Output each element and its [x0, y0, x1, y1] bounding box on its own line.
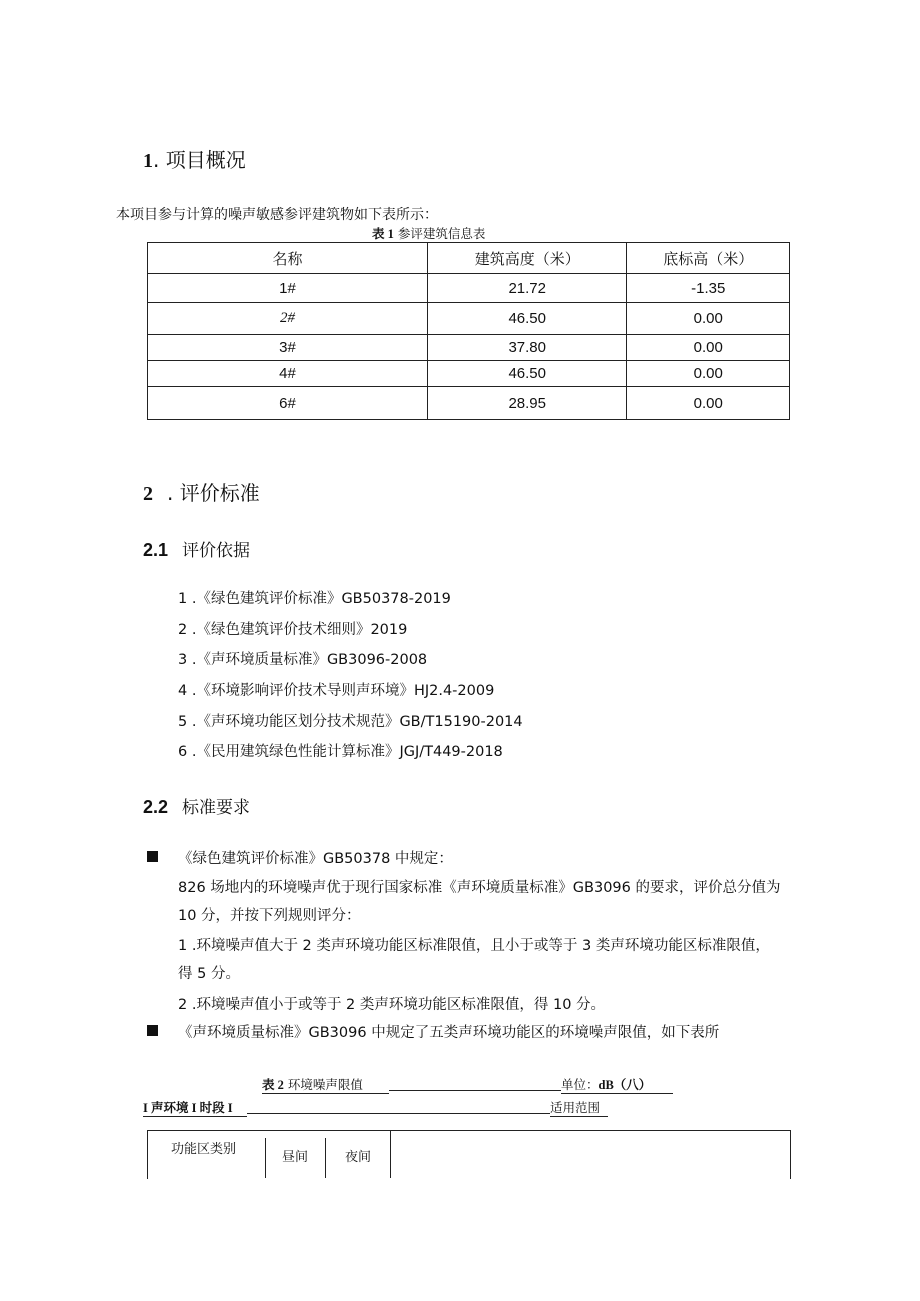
cell-base: 0.00 — [627, 387, 790, 420]
cell-height: 46.50 — [428, 361, 627, 387]
table-row — [148, 387, 790, 420]
cell-name: 3# — [148, 335, 428, 361]
table-1-caption — [372, 224, 485, 242]
header-base-elevation: 底标高（米） — [627, 243, 790, 274]
table-header-row — [148, 243, 790, 274]
cell-base: 0.00 — [627, 335, 790, 361]
section-1-intro: 本项目参与计算的噪声敏感参评建筑物如下表所示： — [116, 207, 438, 223]
caption-underline — [389, 1090, 561, 1091]
reference-item-1: 1 .《绿色建筑评价标准》GB50378-2019 — [178, 591, 451, 607]
cell-name: 6# — [148, 387, 428, 420]
subsection-2-1-title: 评价依据 — [182, 541, 251, 561]
subsection-2-2-title: 标准要求 — [182, 798, 251, 818]
bullet-1-line-2: 10 分，并按下列规则评分： — [178, 908, 361, 924]
table-2-unit — [561, 1075, 673, 1094]
reference-item-4: 4 .《环境影响评价技术导则声环境》HJ2.4-2009 — [178, 683, 495, 699]
table-row — [148, 274, 790, 303]
table-1-caption-text: 参评建筑信息表 — [393, 226, 486, 241]
rule-1-line-2: 得 5 分。 — [178, 966, 240, 982]
cell-height: 28.95 — [428, 387, 627, 420]
cell-base: 0.00 — [627, 361, 790, 387]
table-row — [148, 361, 790, 387]
cell-name: 1# — [148, 274, 428, 303]
header-name: 名称 — [148, 243, 428, 274]
header-underline — [247, 1113, 550, 1114]
bullet-square-icon — [147, 851, 158, 862]
reference-item-6: 6 .《民用建筑绿色性能计算标准》JGJ/T449-2018 — [178, 744, 503, 760]
bullet-square-icon — [147, 1025, 158, 1036]
reference-item-2: 2 .《绿色建筑评价技术细则》2019 — [178, 622, 408, 638]
bullet-2-text: 《声环境质量标准》GB3096 中规定了五类声环境功能区的环境噪声限值，如下表所 — [178, 1025, 720, 1041]
cell-height: 46.50 — [428, 303, 627, 335]
section-2-number: 2 — [143, 483, 153, 505]
header-height: 建筑高度（米） — [428, 243, 627, 274]
table-2-divider — [265, 1138, 266, 1178]
header-left-text: I 声环境 I 时段 I — [143, 1101, 233, 1115]
cell-height: 21.72 — [428, 274, 627, 303]
rule-1-line-1: 1 .环境噪声值大于 2 类声环境功能区标准限值，且小于或等于 3 类声环境功能区标准限值， — [178, 938, 770, 954]
table-2-caption-prefix: 表 2 — [262, 1078, 284, 1092]
section-1-number: 1 — [143, 150, 153, 172]
table-2-header-left — [143, 1098, 247, 1117]
table-2-divider — [390, 1130, 391, 1178]
section-1-title: . 项目概况 — [153, 148, 246, 172]
table-1-caption-prefix: 表 1 — [372, 227, 394, 241]
subsection-2-1-number: 2.1 — [143, 540, 169, 560]
cell-base: -1.35 — [627, 274, 790, 303]
subsection-2-2-number: 2.2 — [143, 797, 169, 817]
table-row — [148, 303, 790, 335]
table-2-caption-text: 环境噪声限值 — [283, 1077, 363, 1092]
building-info-table — [147, 242, 790, 420]
bullet-1-title: 《绿色建筑评价标准》GB50378 中规定： — [178, 851, 453, 867]
section-2-title: . 评价标准 — [167, 481, 260, 505]
rule-2: 2 .环境噪声值小于或等于 2 类声环境功能区标准限值，得 10 分。 — [178, 997, 606, 1013]
subsection-2-2-heading — [143, 793, 250, 818]
table-2-divider — [325, 1138, 326, 1178]
cell-name: 4# — [148, 361, 428, 387]
section-1-heading — [143, 144, 246, 173]
unit-value: dB（八） — [598, 1078, 652, 1092]
col-function-area: 功能区类别 — [171, 1142, 237, 1157]
subsection-2-1-heading — [143, 536, 250, 561]
reference-item-5: 5 .《声环境功能区划分技术规范》GB/T15190-2014 — [178, 714, 523, 730]
table-row — [148, 335, 790, 361]
reference-item-3: 3 .《声环境质量标准》GB3096-2008 — [178, 652, 428, 668]
bullet-1-line-1: 826 场地内的环境噪声优于现行国家标准《声环境质量标准》GB3096 的要求，评价总分值为 — [178, 880, 781, 896]
cell-height: 37.80 — [428, 335, 627, 361]
table-2-header-right: 适用范围 — [550, 1098, 608, 1117]
cell-base: 0.00 — [627, 303, 790, 335]
section-2-heading — [143, 477, 260, 506]
unit-label: 单位： — [561, 1077, 599, 1092]
table-2-caption — [262, 1075, 389, 1094]
col-day: 昼间 — [282, 1150, 309, 1165]
cell-name: 2# — [148, 303, 428, 335]
noise-limit-table — [147, 1130, 791, 1179]
col-night: 夜间 — [345, 1150, 372, 1165]
